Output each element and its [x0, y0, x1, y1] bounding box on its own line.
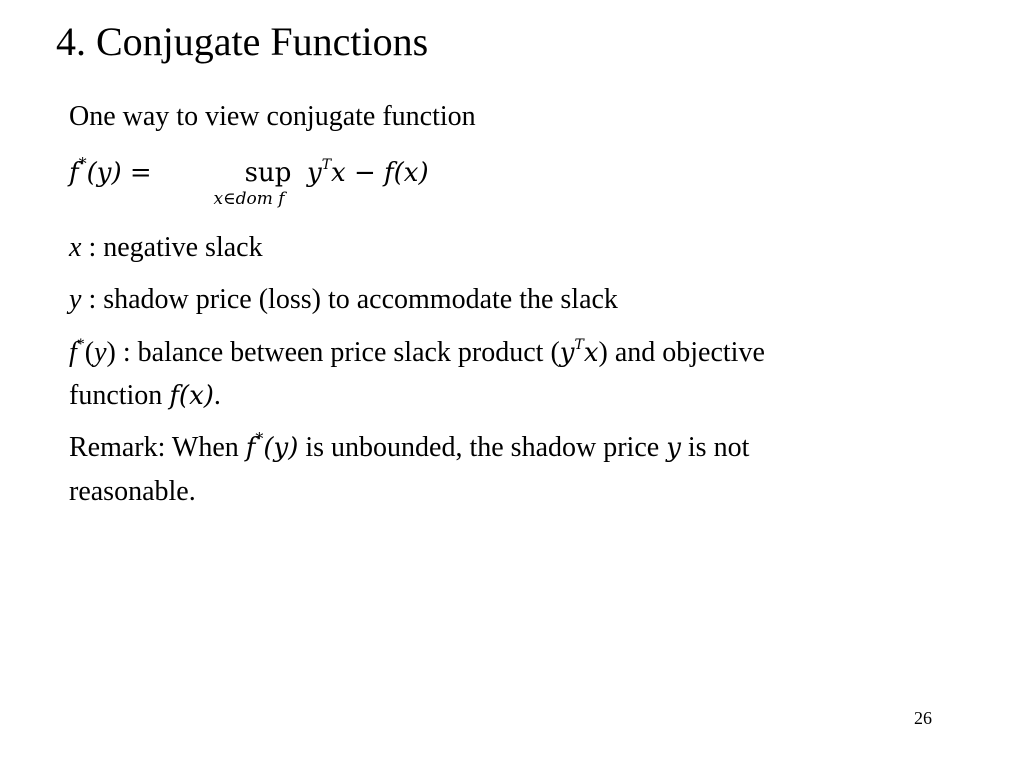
fstar-arg: (y): [84, 337, 116, 368]
fstar-text: : balance between price slack product (: [115, 337, 560, 368]
fstar-line2-math: f(x): [169, 381, 214, 411]
y-var: y: [69, 284, 82, 315]
y-definition: [69, 279, 618, 321]
formula-f: f: [69, 158, 79, 188]
remark-line1: [69, 427, 749, 469]
x-var: x: [69, 232, 82, 263]
formula-rhs-y: y: [307, 158, 322, 188]
fstar-text2: ) and objective: [598, 337, 765, 368]
conjugate-formula: [69, 152, 569, 222]
remark-text2: is unbounded, the shadow price: [298, 432, 667, 463]
formula-rhs-T: T: [321, 157, 332, 173]
remark-math-arg: (y): [263, 433, 299, 463]
intro-text: One way to view conjugate function: [69, 101, 476, 132]
formula-lhs: [69, 152, 152, 194]
remark-math-star: *: [255, 429, 264, 448]
fstar-definition-line2: [69, 375, 221, 417]
x-text: : negative slack: [81, 232, 263, 263]
remark-line2: reasonable.: [69, 476, 196, 507]
fstar-definition: [69, 332, 765, 374]
remark-text3: is not: [680, 432, 750, 463]
slide-title: 4. Conjugate Functions: [56, 19, 429, 64]
fstar-line2-end: .: [213, 380, 221, 411]
formula-sup-subscript: x∈dom f: [213, 189, 285, 209]
formula-rhs-rest: x − f(x): [331, 158, 429, 188]
fstar-line2-text: function: [69, 380, 170, 411]
fstar-star: *: [76, 336, 85, 353]
formula-star: *: [78, 154, 87, 173]
remark-text1: Remark: When: [69, 432, 246, 463]
page-number: 26: [914, 708, 932, 728]
formula-lhs-arg: (y) =: [86, 158, 152, 188]
formula-sup: sup: [244, 158, 292, 188]
y-text: : shadow price (loss) to accommodate the slack: [81, 284, 618, 315]
fstar-math-T: T: [574, 337, 584, 353]
remark-math-f: f: [245, 433, 256, 463]
fstar-f: f: [69, 337, 77, 368]
x-definition: [69, 227, 263, 269]
fstar-math-y: y: [559, 338, 575, 368]
remark-math-y: y: [666, 433, 681, 463]
formula-rhs: [307, 152, 429, 194]
fstar-math-x: x: [583, 338, 599, 368]
